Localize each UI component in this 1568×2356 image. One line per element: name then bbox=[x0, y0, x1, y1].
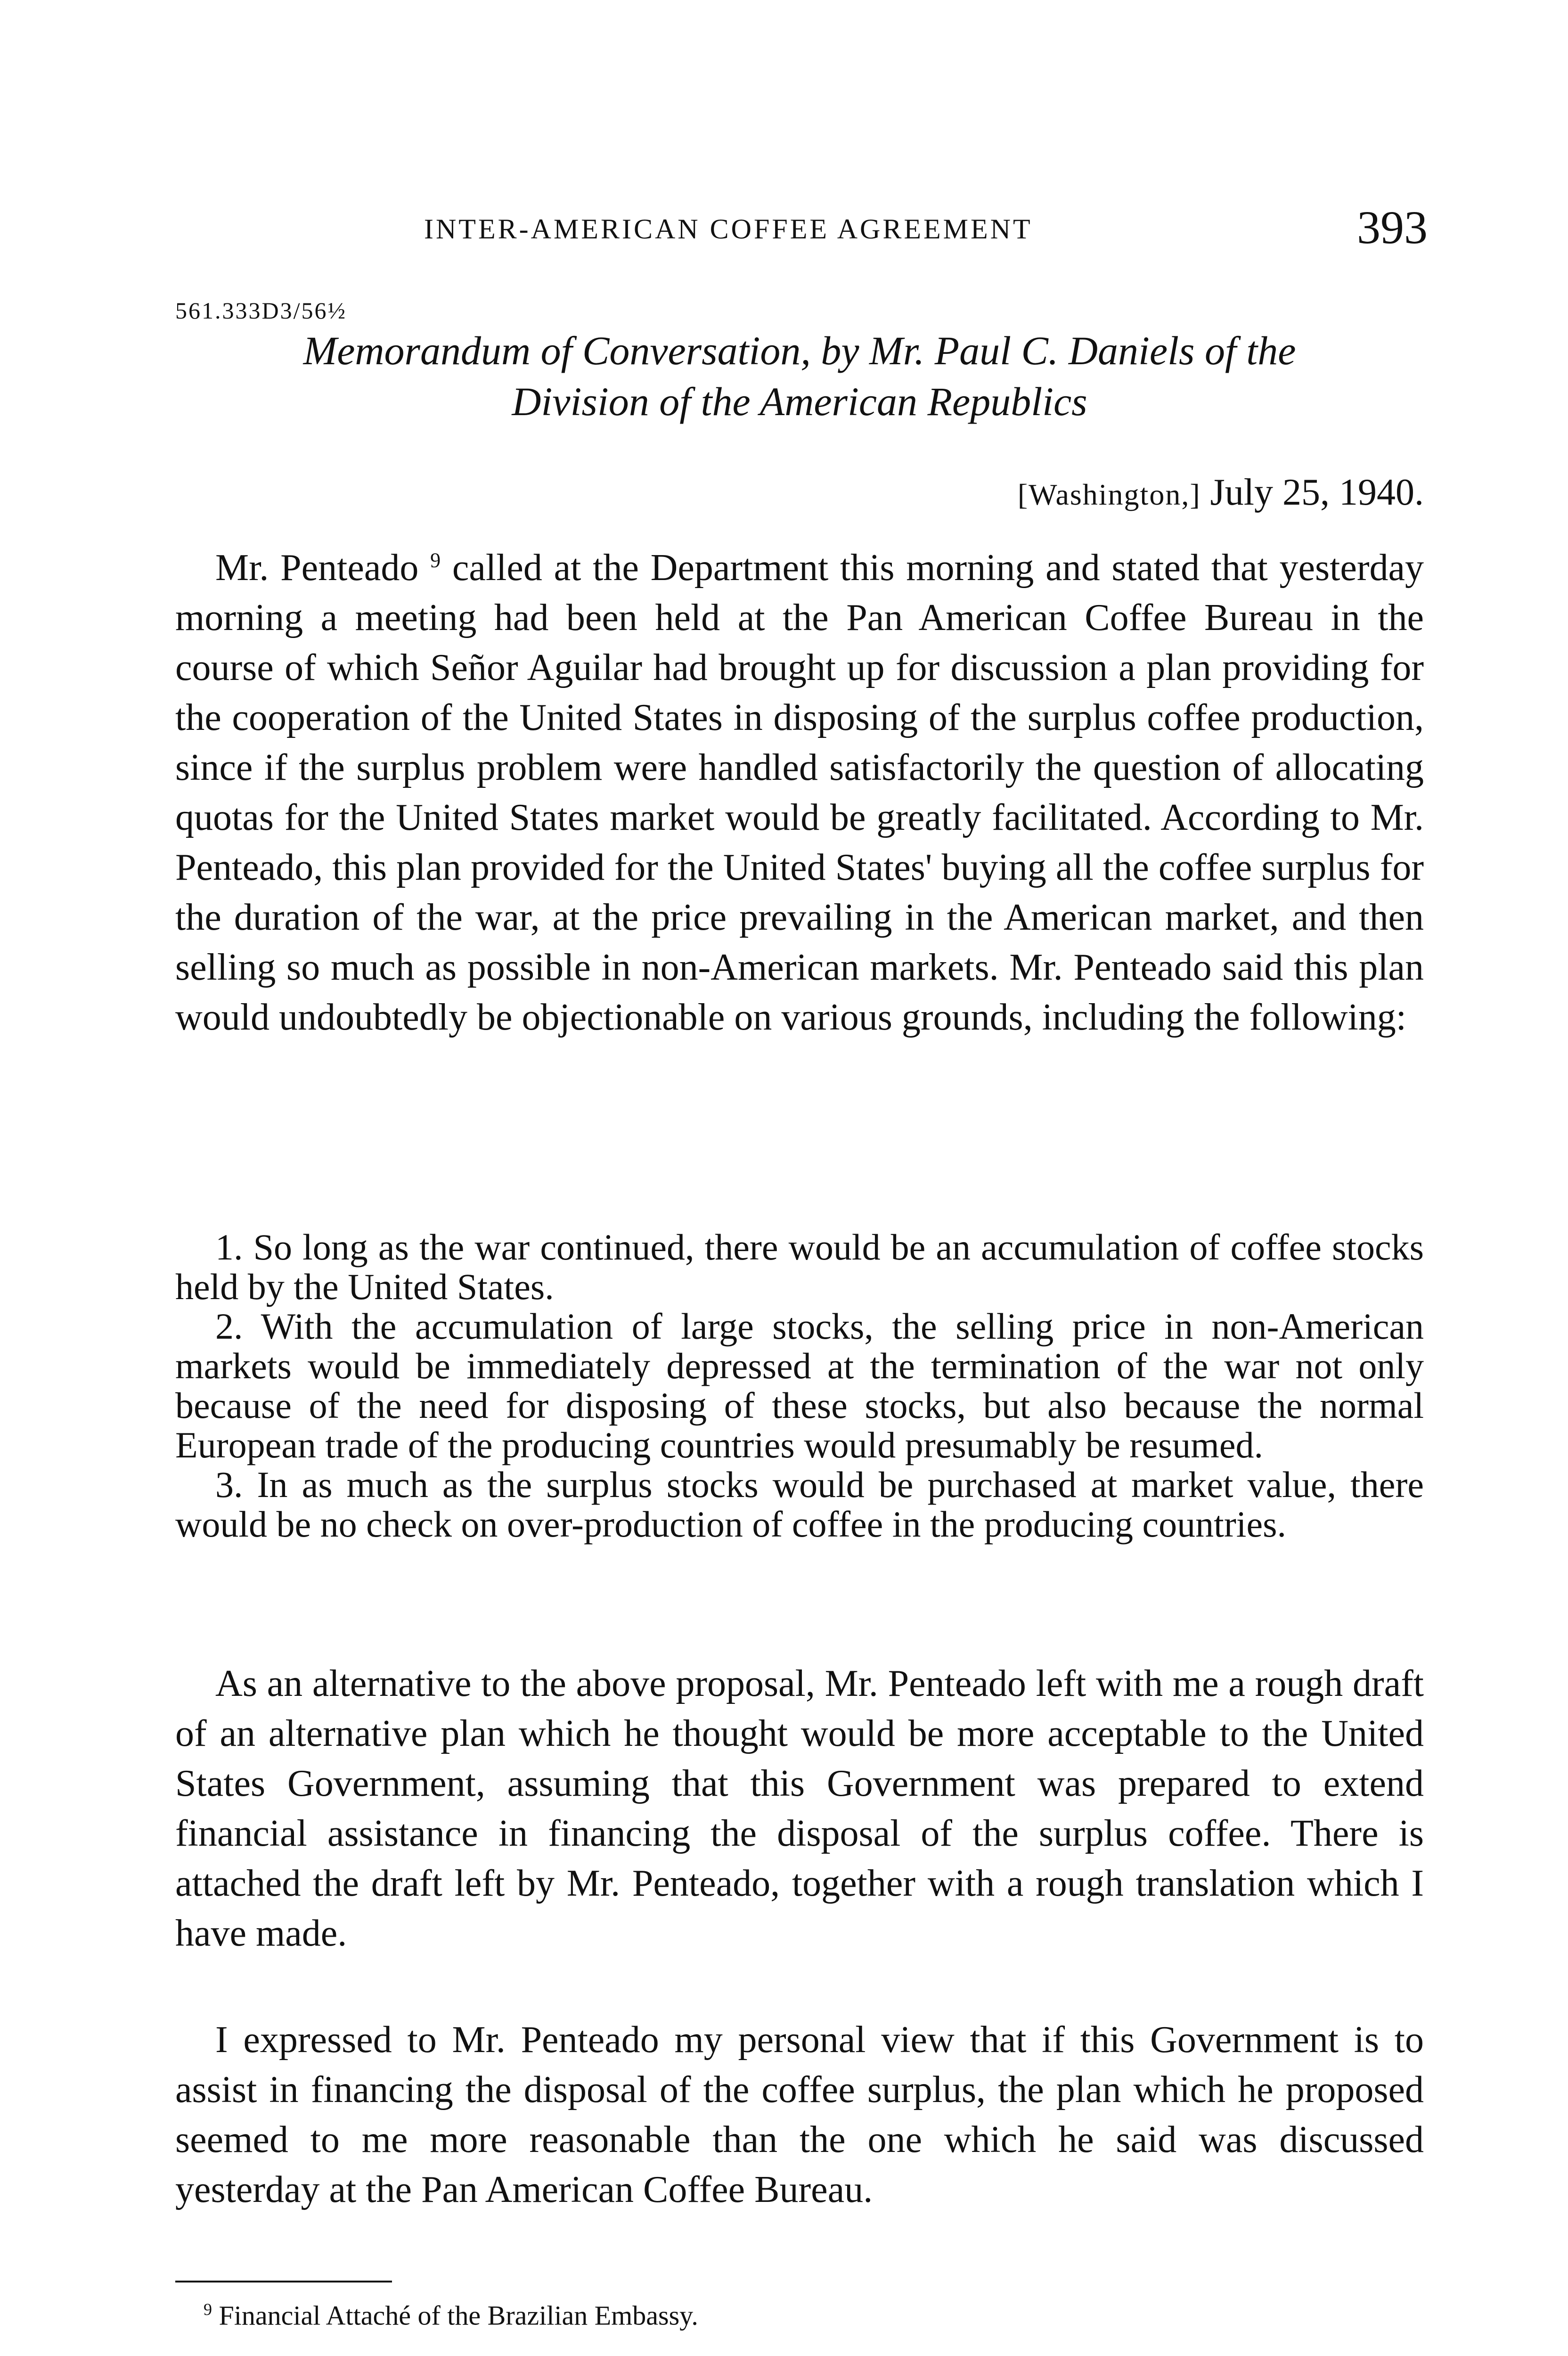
paragraph-1 bbox=[175, 543, 1424, 1042]
paragraph-1-rest: called at the Department this morning and stated that yesterday morning a meeting had been held at the Pan American Coffee Bureau in the course of which Señor Aguilar had brought up for discussion a plan providing for the cooperation of the United States in disposing of the surplus coffee production, since if the surplus problem were handled satisfactorily the question of allocating quotas for the United States market would be greatly facilitated. According to Mr. Penteado, this plan provided for the United States' buying all the coffee surplus for the duration of the war, at the price prevailing in the American market, and then selling so much as possible in non-American markets. Mr. Penteado said this plan would undoubtedly be objectionable on various grounds, including the following: bbox=[175, 547, 1424, 1038]
footnote-divider bbox=[175, 2281, 392, 2282]
list-item-3: 3. In as much as the surplus stocks would be purchased at market value, there would be no check on over-production of coffee in the producing countries. bbox=[175, 1464, 1424, 1545]
numbered-list bbox=[175, 1227, 1424, 1544]
list-item-2: 2. With the accumulation of large stocks, the selling price in non-American markets would be immediately depressed at the termination of the war not only because of the need for disposing of these stocks, but also because the normal European trade of the producing countries would presumably be resumed. bbox=[175, 1306, 1424, 1465]
footnote bbox=[175, 2299, 1452, 2331]
footnote-mark: 9 bbox=[204, 2300, 212, 2319]
dateline-place: [Washington,] bbox=[1017, 478, 1201, 511]
list-item-1: 1. So long as the war continued, there would be an accumulation of coffee stocks held by the United States. bbox=[175, 1227, 1424, 1307]
dateline bbox=[175, 471, 1424, 514]
paragraph-2-text: As an alternative to the above proposal, Mr. Penteado left with me a rough draft of an alternative plan which he thought would be more acceptable to the United States Government, assuming that this Government was prepared to extend financial assistance in financing the disposal of the surplus coffee. There is attached the draft left by Mr. Penteado, together with a rough translation which I have made. bbox=[175, 1663, 1424, 1954]
running-header: INTER-AMERICAN COFFEE AGREEMENT bbox=[424, 213, 1033, 245]
footnote-reference: 9 bbox=[430, 548, 441, 572]
paragraph-3-text: I expressed to Mr. Penteado my personal view that if this Government is to assist in financing the disposal of the coffee surplus, the plan which he proposed seemed to me more reasonable than the one which he said was discussed yesterday at the Pan American Coffee Bureau. bbox=[175, 2019, 1424, 2210]
paragraph-2 bbox=[175, 1659, 1424, 1958]
footnote-text: Financial Attaché of the Brazilian Embassy. bbox=[219, 2300, 698, 2331]
dateline-date: July 25, 1940. bbox=[1210, 472, 1424, 513]
file-number: 561.333D3/56½ bbox=[175, 297, 347, 324]
title-line-1: Memorandum of Conversation, by Mr. Paul C. Daniels of the bbox=[303, 328, 1296, 373]
title-line-2: Division of the American Republics bbox=[512, 379, 1087, 424]
document-title bbox=[175, 325, 1424, 427]
paragraph-1-start: Mr. Penteado bbox=[215, 547, 419, 589]
paragraph-3 bbox=[175, 2015, 1424, 2215]
page-number: 393 bbox=[1357, 201, 1428, 254]
